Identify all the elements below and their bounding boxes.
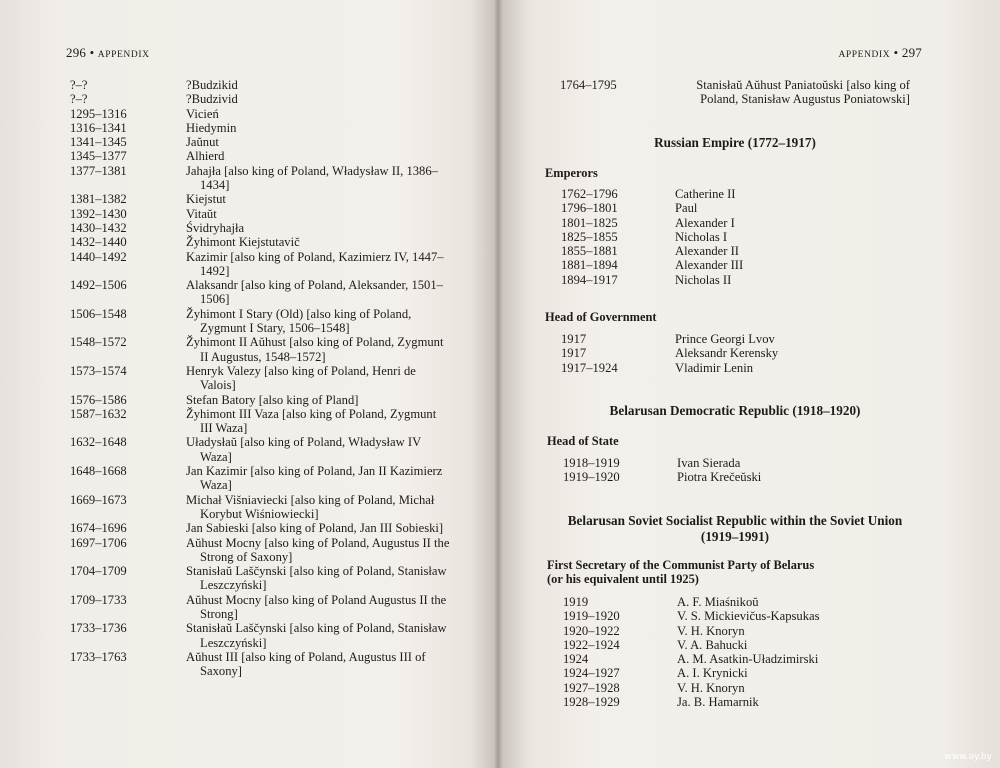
entry-years: 1430–1432 — [70, 220, 127, 235]
bdr-heading: Head of State — [547, 434, 619, 448]
entry-name: Henryk Valezy [also king of Poland, Henri de Valois] — [186, 363, 416, 393]
list-item — [70, 78, 450, 92]
entry-name: Alexander III — [675, 258, 744, 273]
list-item — [545, 361, 875, 375]
entry-years: 1920–1922 — [563, 623, 620, 638]
bssr-heading-line2: (or his equivalent until 1925) — [547, 572, 699, 587]
entry-years: 1573–1574 — [70, 363, 127, 378]
list-item — [545, 187, 875, 201]
entry-name: Žyhimont Kiejstutavič — [186, 235, 300, 250]
list-item — [70, 221, 450, 235]
entry-years: 1440–1492 — [70, 249, 127, 264]
entry-name: Nicholas I — [675, 229, 728, 244]
entry-years: 1733–1736 — [70, 621, 127, 636]
entry-years: 1632–1648 — [70, 435, 127, 450]
government-list — [545, 332, 875, 375]
entry-years: 1648–1668 — [70, 464, 127, 479]
entry-name: A. I. Krynicki — [677, 666, 748, 681]
watermark: www.ay.by — [944, 752, 992, 762]
entry-years: 1855–1881 — [561, 244, 618, 259]
list-item — [70, 621, 450, 650]
list-item — [547, 609, 887, 623]
entry-name: Vladimir Lenin — [675, 360, 753, 375]
entry-name: Kiejstut — [186, 192, 226, 207]
right-running-head — [838, 45, 922, 61]
entry-name: Ivan Sierada — [677, 456, 741, 470]
bdr-list — [547, 456, 877, 485]
entry-years: 1506–1548 — [70, 306, 127, 321]
entry-name: Alexander II — [675, 244, 739, 259]
russian-empire-section — [535, 135, 935, 151]
list-item — [547, 638, 887, 652]
list-item — [70, 207, 450, 221]
list-item — [70, 521, 450, 535]
right-section-label: APPENDIX — [838, 50, 891, 60]
government-heading: Head of Government — [545, 310, 657, 324]
entry-name: Vitaŭt — [186, 206, 217, 221]
bdr-title: Belarusan Democratic Republic (1918–1920) — [609, 403, 861, 418]
entry-name: Aleksandr Kerensky — [675, 346, 779, 361]
entry-years: 1825–1855 — [561, 229, 618, 244]
left-page-number: 296 — [66, 45, 87, 60]
list-item — [547, 470, 877, 484]
list-item — [545, 230, 875, 244]
list-item — [70, 464, 450, 493]
left-running-head — [66, 45, 150, 61]
entry-years: 1709–1733 — [70, 592, 127, 607]
entry-years: 1918–1919 — [563, 456, 620, 470]
entry-name: Aŭhust Mocny [also king of Poland Augustus II the Strong] — [186, 592, 447, 621]
entry-name: Ja. B. Hamarnik — [677, 695, 759, 710]
entry-name: Stefan Batory [also king of Pland] — [186, 392, 359, 407]
bssr-heading-line1: First Secretary of the Communist Party of Belarus — [547, 558, 815, 572]
list-item — [545, 273, 875, 287]
list-item — [547, 681, 887, 695]
entry-name: ?Budzikid — [186, 78, 238, 92]
list-item — [70, 393, 450, 407]
entry-name: Alaksandr [also king of Poland, Aleksander, 1501–1506] — [186, 278, 443, 307]
entry-years: 1432–1440 — [70, 235, 127, 250]
entry-years: ?–? — [70, 92, 88, 107]
entry-years: 1917–1924 — [561, 360, 618, 375]
list-item — [70, 121, 450, 135]
entry-name: Žyhimont I Stary (Old) [also king of Poland, Zygmunt I Stary, 1506–1548] — [186, 306, 412, 336]
entry-name: Alhierd — [186, 149, 225, 164]
entry-years: 1392–1430 — [70, 206, 127, 221]
entry-name: Kazimir [also king of Poland, Kazimierz IV, 1447–1492] — [186, 249, 444, 278]
bssr-title-line2: (1919–1991) — [700, 528, 770, 544]
entry-years: 1917 — [561, 332, 587, 346]
entry-years: 1924 — [563, 652, 589, 667]
right-page-number: 297 — [901, 45, 922, 60]
entry-name: A. M. Asatkin-Uładzimirski — [677, 652, 819, 667]
entry-years: 1927–1928 — [563, 680, 620, 695]
entry-name: Uładysłaŭ [also king of Poland, Władysław IV Waza] — [186, 435, 421, 464]
entry-years: 1704–1709 — [70, 564, 127, 579]
list-item — [70, 435, 450, 464]
entry-years: 1295–1316 — [70, 106, 127, 121]
list-item — [560, 78, 910, 107]
list-item — [70, 335, 450, 364]
entry-years: 1919 — [563, 595, 589, 609]
entry-years: 1587–1632 — [70, 406, 127, 421]
list-item — [70, 407, 450, 436]
entry-name: V. S. Mickievičus-Kapsukas — [677, 609, 820, 624]
entry-name: Śvidryhajła — [186, 220, 245, 235]
list-item — [545, 258, 875, 272]
continued-list — [560, 78, 910, 107]
entry-years: 1919–1920 — [563, 470, 620, 485]
entry-years: 1345–1377 — [70, 149, 127, 164]
bssr-title-line1: Belarusan Soviet Socialist Republic within the Soviet Union — [567, 513, 903, 528]
entry-years: 1381–1382 — [70, 192, 127, 207]
entry-name: Vicień — [186, 106, 219, 121]
entry-name: Aŭhust III [also king of Poland, Augustus III of Saxony] — [186, 649, 426, 679]
entry-years: 1697–1706 — [70, 535, 127, 550]
entry-name: Hiedymin — [186, 120, 237, 135]
emperors-heading: Emperors — [545, 166, 598, 180]
entry-name: Paul — [675, 201, 698, 216]
entry-name: Jaŭnut — [186, 135, 219, 150]
list-item — [70, 107, 450, 121]
entry-years: 1733–1763 — [70, 649, 127, 664]
list-item — [70, 307, 450, 336]
list-item — [70, 278, 450, 307]
entry-years: 1492–1506 — [70, 278, 127, 293]
entry-name: Jan Sabieski [also king of Poland, Jan III Sobieski] — [186, 521, 444, 536]
list-item — [545, 346, 875, 360]
entry-years: 1316–1341 — [70, 120, 127, 135]
right-head-bullet: • — [893, 45, 899, 60]
list-item — [70, 135, 450, 149]
entry-years: 1924–1927 — [563, 666, 620, 681]
entry-name: ?Budzivid — [186, 92, 238, 107]
list-item — [547, 666, 887, 680]
entry-years: 1894–1917 — [561, 272, 618, 287]
entry-name: Michał Višniaviecki [also king of Poland, Michał Korybut Wiśniowiecki] — [186, 492, 435, 521]
entry-years: 1669–1673 — [70, 492, 127, 507]
list-item — [547, 652, 887, 666]
entry-years: 1796–1801 — [561, 201, 618, 216]
list-item — [70, 92, 450, 106]
bssr-heading — [547, 558, 814, 587]
bdr-section — [535, 403, 935, 419]
entry-name: V. H. Knoryn — [677, 680, 745, 695]
entry-years: 1919–1920 — [563, 609, 620, 624]
entry-years: 1917 — [561, 346, 587, 361]
entry-name: Catherine II — [675, 187, 736, 201]
entry-name: Jahajła [also king of Poland, Władysław II, 1386–1434] — [186, 163, 438, 193]
entry-years: 1548–1572 — [70, 335, 127, 350]
list-item — [545, 332, 875, 346]
list-item — [545, 244, 875, 258]
entry-years: 1341–1345 — [70, 135, 127, 150]
entry-years: ?–? — [70, 78, 88, 92]
left-section-label: APPENDIX — [97, 50, 150, 60]
emperors-list — [545, 187, 875, 287]
list-item — [70, 149, 450, 163]
left-head-bullet: • — [89, 45, 95, 60]
entry-years: 1801–1825 — [561, 215, 618, 230]
list-item — [547, 695, 887, 709]
list-item — [545, 216, 875, 230]
list-item — [70, 536, 450, 565]
entry-name: Žyhimont II Aŭhust [also king of Poland, Zygmunt II Augustus, 1548–1572] — [186, 335, 444, 364]
list-item — [70, 493, 450, 522]
list-item — [545, 201, 875, 215]
entry-name: Stanisłaŭ Aŭhust Paniatoŭski [also king of Poland, Stanisław Augustus Poniatowski] — [696, 78, 910, 107]
entry-name: A. F. Miaśnikoŭ — [677, 595, 759, 609]
bssr-section — [535, 513, 935, 544]
entry-years: 1928–1929 — [563, 695, 620, 710]
list-item — [70, 192, 450, 206]
entry-years: 1674–1696 — [70, 521, 127, 536]
entry-name: Prince Georgi Lvov — [675, 332, 775, 346]
list-item — [70, 564, 450, 593]
entry-name: Stanisłaŭ Laščynski [also king of Poland, Stanisław Leszczyński] — [186, 564, 447, 593]
entry-name: Alexander I — [675, 215, 735, 230]
entry-name: Nicholas II — [675, 272, 732, 287]
entry-years: 1762–1796 — [561, 187, 618, 201]
entry-name: Piotra Krečeŭski — [677, 470, 762, 485]
list-item — [70, 650, 450, 679]
entry-name: V. A. Bahucki — [677, 637, 748, 652]
list-item — [70, 593, 450, 622]
entry-name: Stanisłaŭ Laščynski [also king of Poland, Stanisław Leszczyński] — [186, 621, 447, 650]
entry-name: Jan Kazimir [also king of Poland, Jan II Kazimierz Waza] — [186, 464, 443, 493]
right-page — [505, 0, 1000, 768]
list-item — [70, 250, 450, 279]
list-item — [70, 235, 450, 249]
entry-years: 1576–1586 — [70, 392, 127, 407]
entry-years: 1764–1795 — [560, 78, 617, 92]
left-page — [0, 0, 495, 768]
entry-years: 1922–1924 — [563, 637, 620, 652]
russian-empire-title: Russian Empire (1772–1917) — [654, 135, 816, 150]
list-item — [70, 164, 450, 193]
entry-name: V. H. Knoryn — [677, 623, 745, 638]
entry-name: Aŭhust Mocny [also king of Poland, Augustus II the Strong of Saxony] — [186, 535, 450, 564]
secretaries-list — [547, 595, 887, 709]
list-item — [547, 456, 877, 470]
entry-years: 1377–1381 — [70, 163, 127, 178]
list-item — [70, 364, 450, 393]
list-item — [547, 624, 887, 638]
entry-years: 1881–1894 — [561, 258, 618, 273]
list-item — [547, 595, 887, 609]
ruler-list — [70, 78, 450, 678]
entry-name: Žyhimont III Vaza [also king of Poland, Zygmunt III Waza] — [186, 406, 437, 436]
